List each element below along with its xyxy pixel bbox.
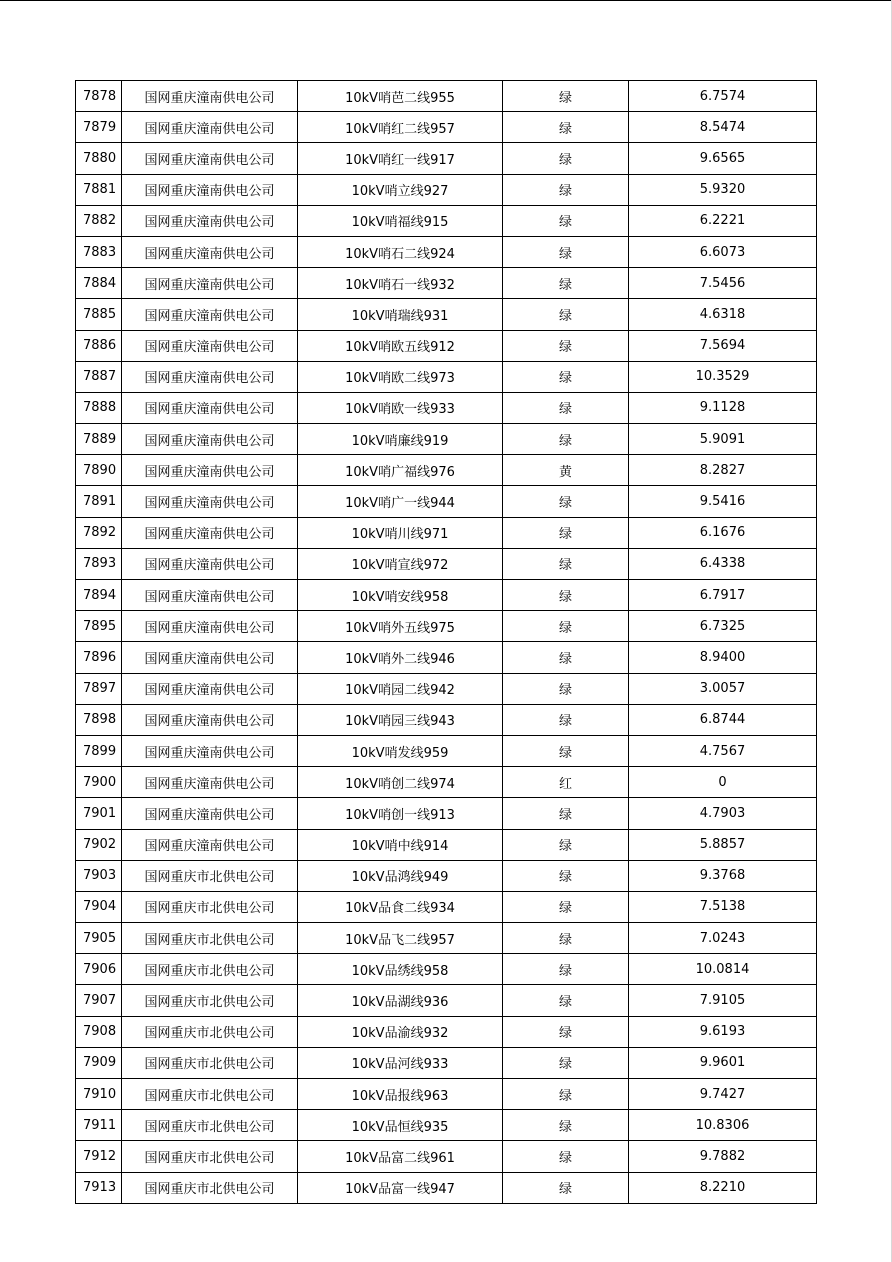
line-name-cell: 10kV哨红二线957 <box>298 112 503 143</box>
table-row <box>76 642 817 673</box>
value-cell: 8.5474 <box>629 112 817 143</box>
table-row <box>76 798 817 829</box>
row-number-cell: 7889 <box>76 424 122 455</box>
line-name-cell: 10kV哨宣线972 <box>298 548 503 579</box>
company-cell: 国网重庆市北供电公司 <box>122 1079 298 1110</box>
table-row <box>76 611 817 642</box>
company-cell: 国网重庆潼南供电公司 <box>122 330 298 361</box>
status-cell: 绿 <box>503 1110 629 1141</box>
table-row <box>76 580 817 611</box>
status-cell: 绿 <box>503 1141 629 1172</box>
row-number-cell: 7901 <box>76 798 122 829</box>
row-number-cell: 7882 <box>76 205 122 236</box>
line-name-cell: 10kV哨廉线919 <box>298 424 503 455</box>
line-name-cell: 10kV品渝线932 <box>298 1016 503 1047</box>
row-number-cell: 7880 <box>76 143 122 174</box>
value-cell: 6.7574 <box>629 81 817 112</box>
status-cell: 绿 <box>503 798 629 829</box>
value-cell: 4.7567 <box>629 735 817 766</box>
status-cell: 绿 <box>503 673 629 704</box>
company-cell: 国网重庆市北供电公司 <box>122 954 298 985</box>
table-row <box>76 1172 817 1203</box>
value-cell: 3.0057 <box>629 673 817 704</box>
table-row <box>76 923 817 954</box>
table-row <box>76 455 817 486</box>
value-cell: 6.8744 <box>629 704 817 735</box>
table-row <box>76 143 817 174</box>
row-number-cell: 7891 <box>76 486 122 517</box>
value-cell: 7.5138 <box>629 891 817 922</box>
company-cell: 国网重庆潼南供电公司 <box>122 767 298 798</box>
row-number-cell: 7883 <box>76 236 122 267</box>
status-cell: 绿 <box>503 923 629 954</box>
table-row <box>76 767 817 798</box>
row-number-cell: 7890 <box>76 455 122 486</box>
status-cell: 红 <box>503 767 629 798</box>
status-cell: 绿 <box>503 548 629 579</box>
line-name-cell: 10kV哨石一线932 <box>298 268 503 299</box>
table-row <box>76 891 817 922</box>
status-cell: 绿 <box>503 268 629 299</box>
company-cell: 国网重庆潼南供电公司 <box>122 361 298 392</box>
company-cell: 国网重庆市北供电公司 <box>122 1141 298 1172</box>
status-cell: 绿 <box>503 517 629 548</box>
company-cell: 国网重庆潼南供电公司 <box>122 299 298 330</box>
value-cell: 8.2827 <box>629 455 817 486</box>
value-cell: 10.8306 <box>629 1110 817 1141</box>
company-cell: 国网重庆市北供电公司 <box>122 1047 298 1078</box>
line-name-cell: 10kV哨芭二线955 <box>298 81 503 112</box>
table-row <box>76 392 817 423</box>
line-name-cell: 10kV品飞二线957 <box>298 923 503 954</box>
table-row <box>76 704 817 735</box>
line-name-cell: 10kV哨欧二线973 <box>298 361 503 392</box>
company-cell: 国网重庆潼南供电公司 <box>122 798 298 829</box>
value-cell: 5.9091 <box>629 424 817 455</box>
table-row <box>76 985 817 1016</box>
line-name-cell: 10kV哨立线927 <box>298 174 503 205</box>
value-cell: 6.2221 <box>629 205 817 236</box>
company-cell: 国网重庆市北供电公司 <box>122 985 298 1016</box>
status-cell: 绿 <box>503 1016 629 1047</box>
status-cell: 绿 <box>503 891 629 922</box>
row-number-cell: 7897 <box>76 673 122 704</box>
value-cell: 6.6073 <box>629 236 817 267</box>
value-cell: 4.6318 <box>629 299 817 330</box>
row-number-cell: 7885 <box>76 299 122 330</box>
status-cell: 绿 <box>503 735 629 766</box>
value-cell: 7.5694 <box>629 330 817 361</box>
row-number-cell: 7884 <box>76 268 122 299</box>
company-cell: 国网重庆潼南供电公司 <box>122 424 298 455</box>
value-cell: 9.7882 <box>629 1141 817 1172</box>
row-number-cell: 7913 <box>76 1172 122 1203</box>
value-cell: 8.2210 <box>629 1172 817 1203</box>
company-cell: 国网重庆潼南供电公司 <box>122 205 298 236</box>
status-cell: 绿 <box>503 704 629 735</box>
page-top-border <box>0 0 892 1</box>
status-cell: 绿 <box>503 299 629 330</box>
company-cell: 国网重庆潼南供电公司 <box>122 642 298 673</box>
line-name-cell: 10kV品富二线961 <box>298 1141 503 1172</box>
status-cell: 绿 <box>503 1079 629 1110</box>
line-name-cell: 10kV哨川线971 <box>298 517 503 548</box>
line-name-cell: 10kV哨安线958 <box>298 580 503 611</box>
value-cell: 9.1128 <box>629 392 817 423</box>
value-cell: 10.3529 <box>629 361 817 392</box>
company-cell: 国网重庆潼南供电公司 <box>122 236 298 267</box>
value-cell: 5.9320 <box>629 174 817 205</box>
company-cell: 国网重庆市北供电公司 <box>122 1016 298 1047</box>
status-cell: 绿 <box>503 424 629 455</box>
row-number-cell: 7893 <box>76 548 122 579</box>
table-row <box>76 735 817 766</box>
table-row <box>76 1141 817 1172</box>
table-row <box>76 299 817 330</box>
table-row <box>76 673 817 704</box>
status-cell: 绿 <box>503 829 629 860</box>
value-cell: 8.9400 <box>629 642 817 673</box>
value-cell: 7.0243 <box>629 923 817 954</box>
data-table <box>75 80 817 1204</box>
value-cell: 9.7427 <box>629 1079 817 1110</box>
row-number-cell: 7881 <box>76 174 122 205</box>
row-number-cell: 7908 <box>76 1016 122 1047</box>
status-cell: 绿 <box>503 330 629 361</box>
line-name-cell: 10kV哨创一线913 <box>298 798 503 829</box>
line-name-cell: 10kV哨园三线943 <box>298 704 503 735</box>
company-cell: 国网重庆潼南供电公司 <box>122 455 298 486</box>
company-cell: 国网重庆潼南供电公司 <box>122 517 298 548</box>
line-name-cell: 10kV哨中线914 <box>298 829 503 860</box>
company-cell: 国网重庆潼南供电公司 <box>122 268 298 299</box>
line-name-cell: 10kV哨外五线975 <box>298 611 503 642</box>
row-number-cell: 7894 <box>76 580 122 611</box>
table-row <box>76 424 817 455</box>
line-name-cell: 10kV哨园二线942 <box>298 673 503 704</box>
table-row <box>76 174 817 205</box>
line-name-cell: 10kV哨广一线944 <box>298 486 503 517</box>
row-number-cell: 7887 <box>76 361 122 392</box>
row-number-cell: 7912 <box>76 1141 122 1172</box>
row-number-cell: 7879 <box>76 112 122 143</box>
status-cell: 绿 <box>503 81 629 112</box>
status-cell: 绿 <box>503 205 629 236</box>
line-name-cell: 10kV哨石二线924 <box>298 236 503 267</box>
status-cell: 绿 <box>503 143 629 174</box>
row-number-cell: 7904 <box>76 891 122 922</box>
company-cell: 国网重庆潼南供电公司 <box>122 829 298 860</box>
value-cell: 7.5456 <box>629 268 817 299</box>
row-number-cell: 7907 <box>76 985 122 1016</box>
value-cell: 6.7917 <box>629 580 817 611</box>
table-row <box>76 954 817 985</box>
row-number-cell: 7910 <box>76 1079 122 1110</box>
table-row <box>76 81 817 112</box>
table-row <box>76 548 817 579</box>
status-cell: 绿 <box>503 1047 629 1078</box>
row-number-cell: 7911 <box>76 1110 122 1141</box>
table-row <box>76 1016 817 1047</box>
company-cell: 国网重庆潼南供电公司 <box>122 548 298 579</box>
line-name-cell: 10kV哨欧一线933 <box>298 392 503 423</box>
line-name-cell: 10kV哨红一线917 <box>298 143 503 174</box>
status-cell: 绿 <box>503 642 629 673</box>
value-cell: 4.7903 <box>629 798 817 829</box>
value-cell: 5.8857 <box>629 829 817 860</box>
table-row <box>76 112 817 143</box>
status-cell: 绿 <box>503 392 629 423</box>
line-name-cell: 10kV哨福线915 <box>298 205 503 236</box>
company-cell: 国网重庆市北供电公司 <box>122 891 298 922</box>
row-number-cell: 7898 <box>76 704 122 735</box>
value-cell: 9.3768 <box>629 860 817 891</box>
row-number-cell: 7878 <box>76 81 122 112</box>
value-cell: 7.9105 <box>629 985 817 1016</box>
line-name-cell: 10kV品恒线935 <box>298 1110 503 1141</box>
status-cell: 绿 <box>503 486 629 517</box>
value-cell: 6.1676 <box>629 517 817 548</box>
company-cell: 国网重庆潼南供电公司 <box>122 392 298 423</box>
table-row <box>76 517 817 548</box>
table-row <box>76 236 817 267</box>
table-row <box>76 1047 817 1078</box>
status-cell: 黄 <box>503 455 629 486</box>
status-cell: 绿 <box>503 1172 629 1203</box>
status-cell: 绿 <box>503 174 629 205</box>
company-cell: 国网重庆潼南供电公司 <box>122 81 298 112</box>
table-row <box>76 860 817 891</box>
value-cell: 6.4338 <box>629 548 817 579</box>
line-name-cell: 10kV哨瑞线931 <box>298 299 503 330</box>
line-name-cell: 10kV品报线963 <box>298 1079 503 1110</box>
company-cell: 国网重庆潼南供电公司 <box>122 580 298 611</box>
company-cell: 国网重庆潼南供电公司 <box>122 143 298 174</box>
row-number-cell: 7902 <box>76 829 122 860</box>
line-name-cell: 10kV哨欧五线912 <box>298 330 503 361</box>
company-cell: 国网重庆市北供电公司 <box>122 1172 298 1203</box>
row-number-cell: 7905 <box>76 923 122 954</box>
line-name-cell: 10kV品湖线936 <box>298 985 503 1016</box>
table-row <box>76 361 817 392</box>
company-cell: 国网重庆市北供电公司 <box>122 860 298 891</box>
status-cell: 绿 <box>503 361 629 392</box>
value-cell: 10.0814 <box>629 954 817 985</box>
company-cell: 国网重庆潼南供电公司 <box>122 486 298 517</box>
line-name-cell: 10kV哨外二线946 <box>298 642 503 673</box>
line-name-cell: 10kV哨发线959 <box>298 735 503 766</box>
table-row <box>76 1079 817 1110</box>
line-name-cell: 10kV品鸿线949 <box>298 860 503 891</box>
row-number-cell: 7896 <box>76 642 122 673</box>
row-number-cell: 7895 <box>76 611 122 642</box>
table-row <box>76 268 817 299</box>
value-cell: 9.6565 <box>629 143 817 174</box>
status-cell: 绿 <box>503 985 629 1016</box>
row-number-cell: 7906 <box>76 954 122 985</box>
company-cell: 国网重庆潼南供电公司 <box>122 704 298 735</box>
status-cell: 绿 <box>503 611 629 642</box>
row-number-cell: 7899 <box>76 735 122 766</box>
row-number-cell: 7892 <box>76 517 122 548</box>
line-name-cell: 10kV品河线933 <box>298 1047 503 1078</box>
row-number-cell: 7909 <box>76 1047 122 1078</box>
status-cell: 绿 <box>503 112 629 143</box>
table-row <box>76 205 817 236</box>
row-number-cell: 7903 <box>76 860 122 891</box>
status-cell: 绿 <box>503 954 629 985</box>
company-cell: 国网重庆潼南供电公司 <box>122 735 298 766</box>
table-row <box>76 330 817 361</box>
company-cell: 国网重庆潼南供电公司 <box>122 174 298 205</box>
line-name-cell: 10kV哨创二线974 <box>298 767 503 798</box>
company-cell: 国网重庆市北供电公司 <box>122 923 298 954</box>
status-cell: 绿 <box>503 580 629 611</box>
company-cell: 国网重庆潼南供电公司 <box>122 112 298 143</box>
line-name-cell: 10kV品食二线934 <box>298 891 503 922</box>
value-cell: 9.5416 <box>629 486 817 517</box>
table-row <box>76 486 817 517</box>
line-name-cell: 10kV品绣线958 <box>298 954 503 985</box>
value-cell: 0 <box>629 767 817 798</box>
status-cell: 绿 <box>503 236 629 267</box>
status-cell: 绿 <box>503 860 629 891</box>
value-cell: 6.7325 <box>629 611 817 642</box>
company-cell: 国网重庆潼南供电公司 <box>122 611 298 642</box>
line-name-cell: 10kV品富一线947 <box>298 1172 503 1203</box>
table-row <box>76 829 817 860</box>
row-number-cell: 7900 <box>76 767 122 798</box>
table-row <box>76 1110 817 1141</box>
row-number-cell: 7888 <box>76 392 122 423</box>
value-cell: 9.6193 <box>629 1016 817 1047</box>
table-body <box>76 81 817 1204</box>
line-name-cell: 10kV哨广福线976 <box>298 455 503 486</box>
company-cell: 国网重庆市北供电公司 <box>122 1110 298 1141</box>
row-number-cell: 7886 <box>76 330 122 361</box>
value-cell: 9.9601 <box>629 1047 817 1078</box>
company-cell: 国网重庆潼南供电公司 <box>122 673 298 704</box>
